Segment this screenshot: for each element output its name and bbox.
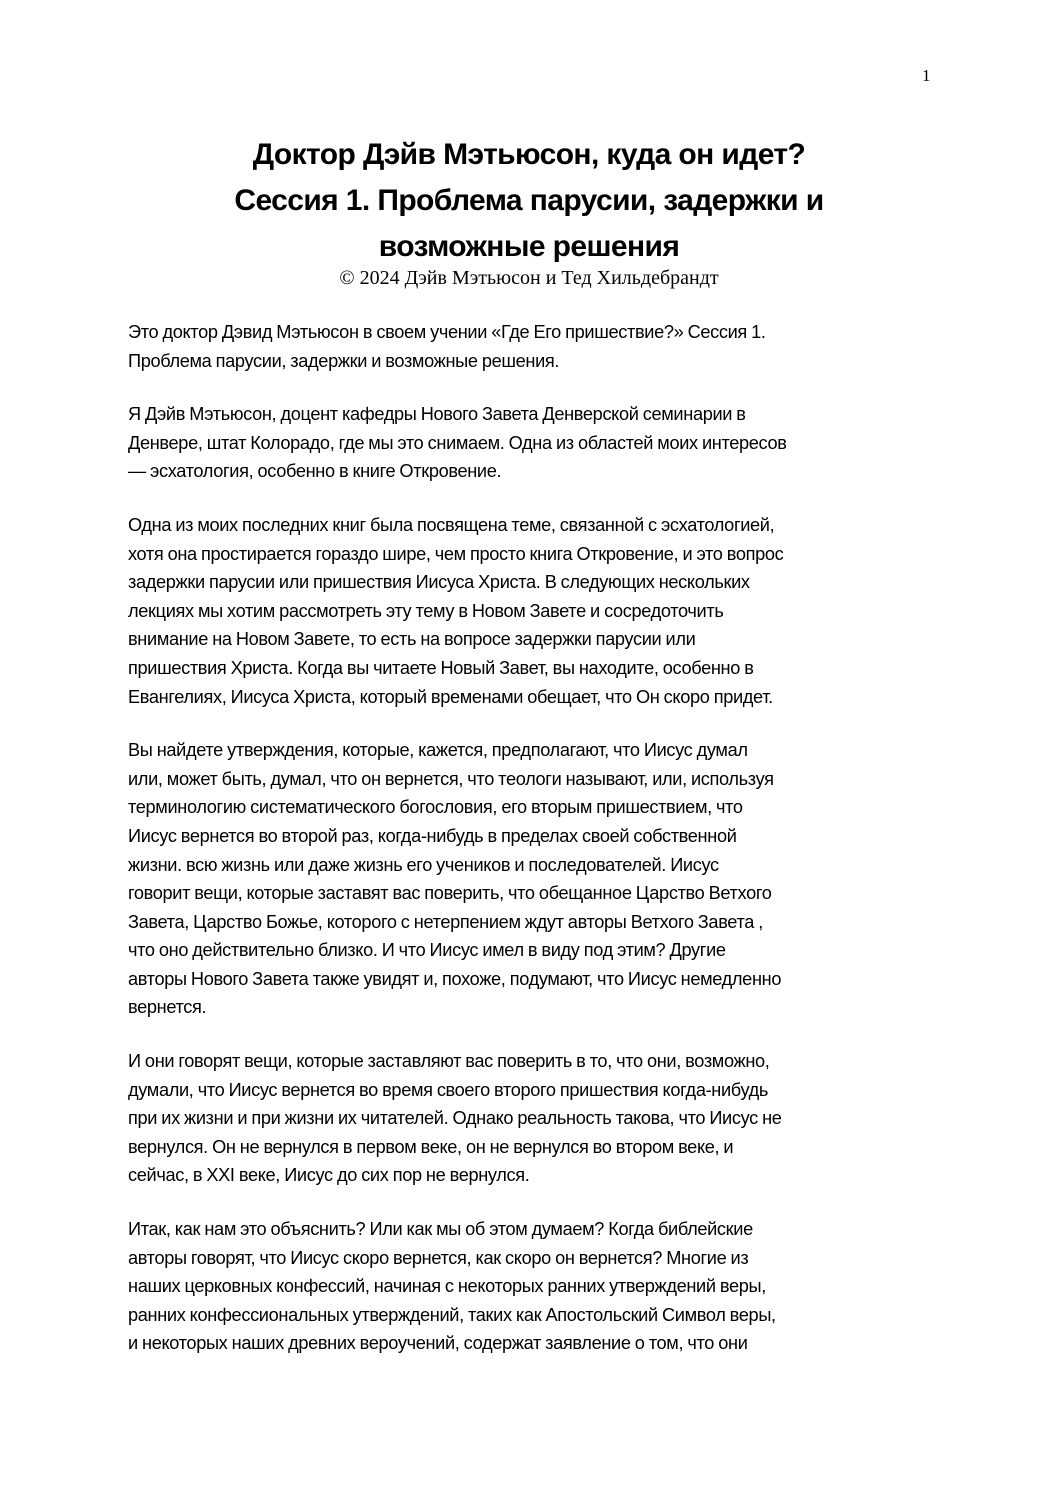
title-line: Доктор Дэйв Мэтьюсон, куда он идет? bbox=[252, 138, 806, 171]
copyright-notice: © 2024 Дэйв Мэтьюсон и Тед Хильдебрандт bbox=[339, 267, 719, 289]
text-line: сейчас, в XXI веке, Иисус до сих пор не вернулся. bbox=[128, 1165, 530, 1186]
paragraph bbox=[128, 318, 948, 375]
text-line: ранних конфессиональных утверждений, таких как Апостольский Символ веры, bbox=[128, 1304, 776, 1325]
text-line: пришествия Христа. Когда вы читаете Новый Завет, вы находите, особенно в bbox=[128, 657, 754, 678]
paragraph bbox=[128, 511, 948, 711]
text-line: Евангелиях, Иисуса Христа, который временами обещает, что Он скоро придет. bbox=[128, 686, 773, 707]
text-line: авторы Нового Завета также увидят и, похоже, подумают, что Иисус немедленно bbox=[128, 968, 782, 989]
text-line: Завета, Царство Божье, которого с нетерпением ждут авторы Ветхого Завета , bbox=[128, 911, 763, 932]
text-line: Итак, как нам это объяснить? Или как мы об этом думаем? Когда библейские bbox=[128, 1219, 753, 1240]
text-line: задержки парусии или пришествия Иисуса Христа. В следующих нескольких bbox=[128, 572, 750, 593]
text-line: Я Дэйв Мэтьюсон, доцент кафедры Нового Завета Денверской семинарии в bbox=[128, 404, 746, 425]
title-block bbox=[0, 132, 1058, 290]
text-line: Одна из моих последних книг была посвящена теме, связанной с эсхатологией, bbox=[128, 514, 775, 535]
text-line: что оно действительно близко. И что Иисус имел в виду под этим? Другие bbox=[128, 940, 726, 961]
paragraph bbox=[128, 1047, 948, 1190]
text-line: жизни. всю жизнь или даже жизнь его учеников и последователей. Иисус bbox=[128, 854, 719, 875]
text-line: думали, что Иисус вернется во время своего второго пришествия когда-нибудь bbox=[128, 1079, 768, 1100]
text-line: Проблема парусии, задержки и возможные решения. bbox=[128, 350, 560, 371]
subtitle-line: возможные решения bbox=[378, 230, 680, 263]
text-line: и некоторых наших древних вероучений, содержат заявление о том, что они bbox=[128, 1333, 748, 1354]
paragraph bbox=[128, 1215, 948, 1358]
text-line: Это доктор Дэвид Мэтьюсон в своем учении «Где Его пришествие?» Сессия 1. bbox=[128, 322, 766, 342]
text-line: или, может быть, думал, что он вернется, что теологи называют, или, используя bbox=[128, 768, 774, 789]
paragraph bbox=[128, 736, 948, 1022]
text-line: — эсхатология, особенно в книге Откровение. bbox=[128, 461, 502, 482]
text-line: терминологию систематического богословия, его вторым пришествием, что bbox=[128, 797, 743, 818]
text-line: Иисус вернется во второй раз, когда-нибудь в пределах своей собственной bbox=[128, 825, 737, 846]
body-text bbox=[128, 318, 948, 1383]
text-line: Вы найдете утверждения, которые, кажется, предполагают, что Иисус думал bbox=[128, 740, 748, 761]
paragraph bbox=[128, 400, 948, 486]
text-line: вернется. bbox=[128, 997, 207, 1018]
text-line: наших церковных конфессий, начиная с некоторых ранних утверждений веры, bbox=[128, 1276, 766, 1297]
text-line: внимание на Новом Завете, то есть на вопросе задержки парусии или bbox=[128, 629, 696, 650]
text-line: авторы говорят, что Иисус скоро вернется, как скоро он вернется? Многие из bbox=[128, 1247, 749, 1268]
subtitle-line: Сессия 1. Проблема парусии, задержки и bbox=[234, 184, 824, 217]
page-number: 1 bbox=[922, 66, 931, 85]
text-line: И они говорят вещи, которые заставляют вас поверить в то, что они, возможно, bbox=[128, 1051, 770, 1072]
text-line: хотя она простирается гораздо шире, чем просто книга Откровение, и это вопрос bbox=[128, 543, 784, 564]
text-line: говорит вещи, которые заставят вас поверить, что обещанное Царство Ветхого bbox=[128, 883, 772, 904]
text-line: при их жизни и при жизни их читателей. Однако реальность такова, что Иисус не bbox=[128, 1108, 782, 1129]
text-line: Денвере, штат Колорадо, где мы это снимаем. Одна из областей моих интересов bbox=[128, 432, 787, 453]
text-line: лекциях мы хотим рассмотреть эту тему в Новом Завете и сосредоточить bbox=[128, 600, 724, 621]
text-line: вернулся. Он не вернулся в первом веке, он не вернулся во втором веке, и bbox=[128, 1136, 734, 1157]
